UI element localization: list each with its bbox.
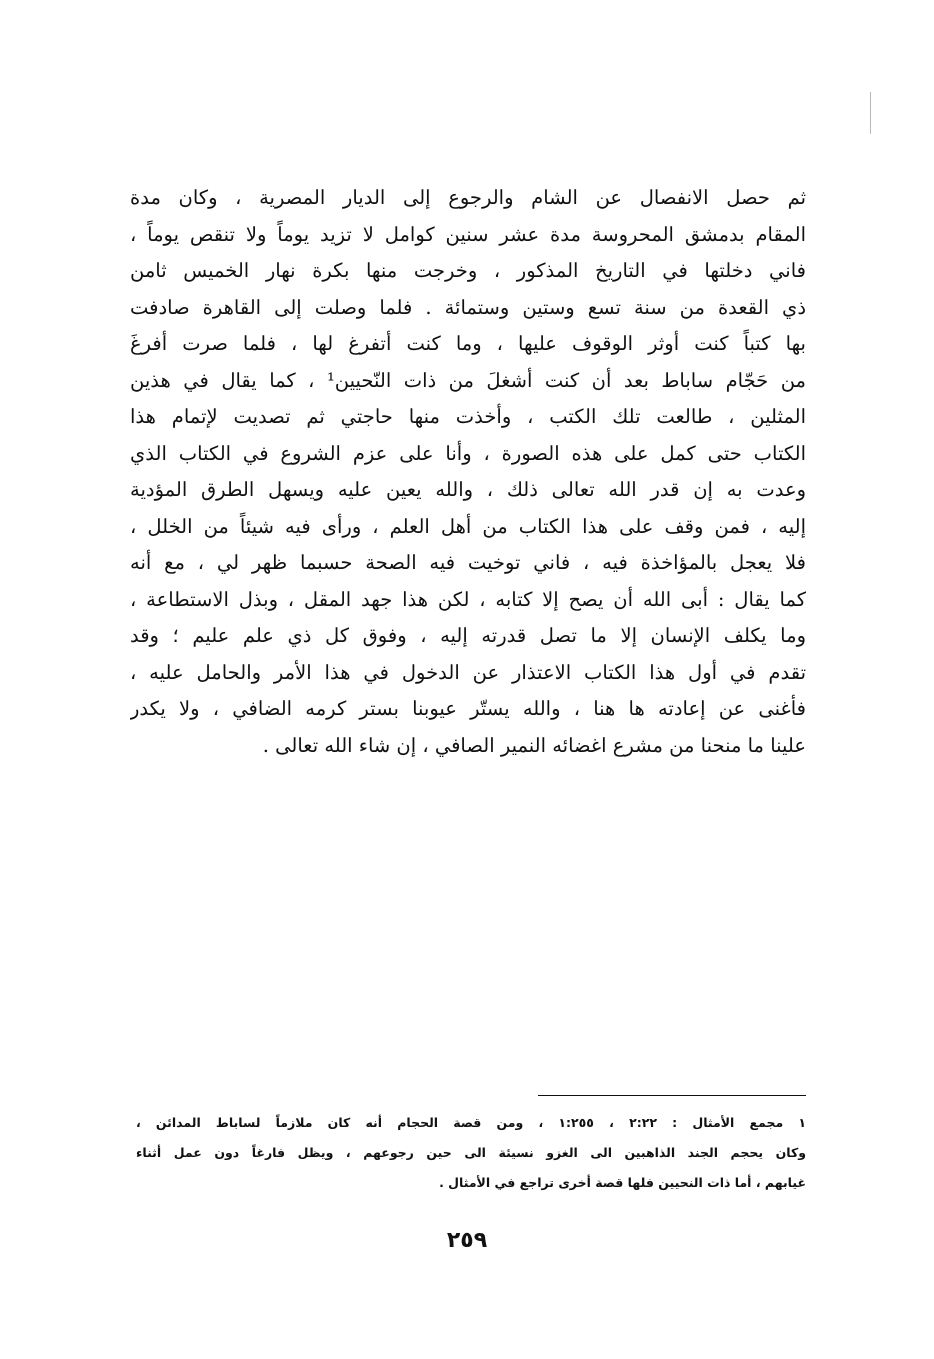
text-line: وعدت به إن قدر الله تعالى ذلك ، والله يعين عليه ويسهل الطرق المؤدية xyxy=(130,478,806,501)
text-line: المثلين ، طالعت تلك الكتب ، وأخذت منها حاجتي ثم تصديت لإتمام هذا xyxy=(130,405,806,428)
text-line: ذي القعدة من سنة تسع وستين وستمائة . فلما وصلت إلى القاهرة صادفت xyxy=(130,295,806,319)
footnote-block xyxy=(136,1108,806,1198)
scan-mark-right xyxy=(870,92,871,134)
text-line: علينا ما منحنا من مشرع اغضائه النمير الصافي ، إن شاء الله تعالى . xyxy=(262,733,806,757)
text-line: وما يكلف الإنسان إلا ما تصل قدرته إليه ، وفوق كل ذي علم عليم ؛ وقد xyxy=(130,624,806,647)
text-line: كما يقال : أبى الله أن يصح إلا كتابه ، لكن هذا جهد المقل ، وبذل الاستطاعة ، xyxy=(130,587,806,611)
text-line: تقدم في أول هذا الكتاب الاعتذار عن الدخول في هذا الأمر والحامل عليه ، xyxy=(130,660,806,684)
text-line: الكتاب حتى كمل على هذه الصورة ، وأنا على عزم الشروع في الكتاب الذي xyxy=(130,441,806,465)
text-line: فلا يعجل بالمؤاخذة فيه ، فاني توخيت فيه الصحة حسبما ظهر لي ، مع أنه xyxy=(130,551,806,574)
footnote-line: غيابهم ، أما ذات النحيين فلها قصة أخرى تراجع في الأمثال . xyxy=(439,1175,806,1190)
text-line: المقام بدمشق المحروسة مدة عشر سنين كوامل لا تزيد يوماً ولا تنقص يوماً ، xyxy=(130,222,806,246)
text-line: فاني دخلتها في التاريخ المذكور ، وخرجت منها بكرة نهار الخميس ثامن xyxy=(130,259,806,282)
text-line: بها كتباً كنت أوثر الوقوف عليها ، وما كنت أتفرغ لها ، فلما صرت أفرغَ xyxy=(130,332,806,355)
text-line: ثم حصل الانفصال عن الشام والرجوع إلى الديار المصرية ، وكان مدة xyxy=(130,186,806,209)
page-number: ٢٥٩ xyxy=(446,1228,488,1253)
text-line: من حَجّام ساباط بعد أن كنت أشغلَ من ذات النّحيين¹ ، كما يقال في هذين xyxy=(130,368,806,392)
text-line: إليه ، فمن وقف على هذا الكتاب من أهل العلم ، ورأى فيه شيئاً من الخلل ، xyxy=(130,514,806,538)
footnote-line: ١ مجمع الأمثال : ٢:٢٢ ، ١:٢٥٥ ، ومن قصة الحجام أنه كان ملازماً لساباط المدائن ، xyxy=(136,1115,806,1130)
footnote-line: وكان يحجم الجند الذاهبين الى الغزو نسيئة الى حين رجوعهم ، ويظل فارغاً دون عمل أثناء xyxy=(136,1145,806,1160)
main-text-block xyxy=(130,180,806,764)
footnote-divider xyxy=(538,1095,806,1096)
text-line: فأغنى عن إعادته ها هنا ، والله يستّر عيوبنا بستر كرمه الضافي ، ولا يكدر xyxy=(130,697,806,720)
